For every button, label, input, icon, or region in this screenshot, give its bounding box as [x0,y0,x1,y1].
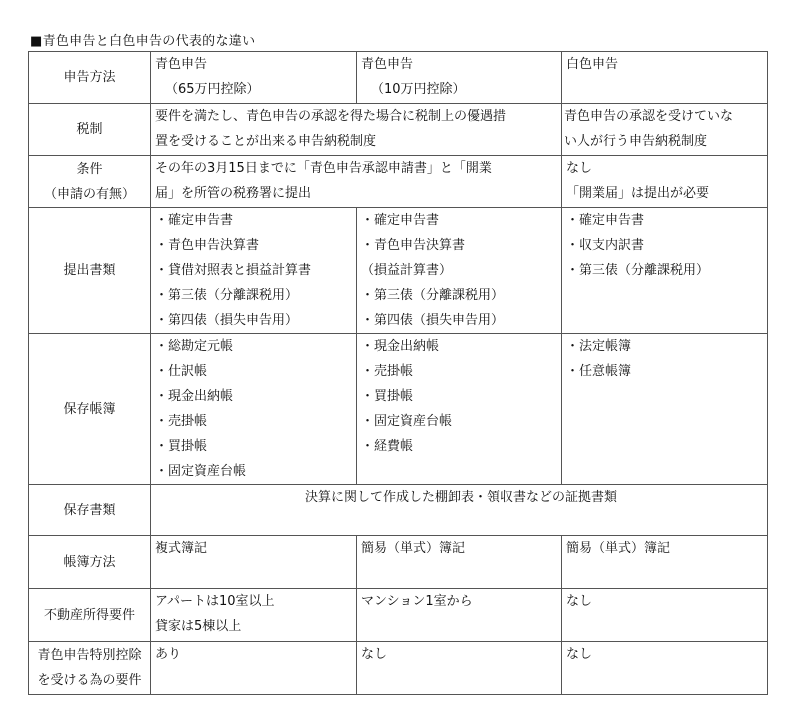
cell-line: 置を受けることが出来る申告納税制度 [155,134,377,149]
list-item: ・確定申告書 [566,213,645,228]
list-item: ・第四俵（損失申告用） [361,313,505,328]
cell-white-special-deduction: なし [562,642,768,695]
cell-line: 届」を所管の税務署に提出 [155,186,312,201]
list-item: ・売掛帳 [361,364,414,379]
list-item: ・固定資産台帳 [361,414,453,429]
page-title: ■青色申告と白色申告の代表的な違い [30,34,256,49]
cell-blue10-submit-docs [357,208,562,334]
list-item: ・第三俵（分離課税用） [566,263,710,278]
list-item: ・任意帳簿 [566,364,632,379]
row-books [29,334,768,485]
row-header-filing-method: 申告方法 [29,52,151,104]
cell-white-bookkeeping: 簡易（単式）簿記 [562,536,768,589]
cell-white-tax-system [562,104,768,156]
row-header-special-deduction [29,642,151,695]
row-header-line: を受ける為の要件 [37,673,142,688]
cell-line: 要件を満たし、青色申告の承認を得た場合に税制上の優遇措 [155,109,507,124]
list-item: ・売掛帳 [155,414,208,429]
cell-blue65-books [151,334,357,485]
cell-blue65-real-estate [151,589,357,642]
cell-line: 青色申告 [361,57,414,72]
cell-line: その年の3月15日までに「青色申告承認申請書」と「開業 [155,161,492,176]
cell-white-conditions [562,156,768,208]
cell-blue65-bookkeeping: 複式簿記 [151,536,357,589]
row-header-line: （申請の有無） [43,186,135,202]
row-filing-method [29,52,768,104]
cell-line: （65万円控除） [165,82,260,97]
row-conditions [29,156,768,208]
cell-stored-docs: 決算に関して作成した棚卸表・領収書などの証拠書類 [151,485,768,536]
cell-blue65-method [151,52,357,104]
list-item: ・貸借対照表と損益計算書 [155,263,312,278]
cell-white-method: 白色申告 [562,52,768,104]
cell-white-submit-docs [562,208,768,334]
row-real-estate [29,589,768,642]
cell-blue10-books [357,334,562,485]
list-item: ・青色申告決算書 [155,238,260,253]
row-header-submit-docs: 提出書類 [29,208,151,334]
cell-line: 「開業届」は提出が必要 [566,186,710,201]
cell-blue10-method [357,52,562,104]
row-header-conditions [29,156,151,208]
list-item: ・青色申告決算書 [361,238,466,253]
cell-white-real-estate: なし [562,589,768,642]
row-header-real-estate: 不動産所得要件 [29,589,151,642]
list-item: ・固定資産台帳 [155,464,247,479]
list-item: ・収支内訳書 [566,238,645,253]
row-submit-docs [29,208,768,334]
cell-line: （10万円控除） [371,82,466,97]
list-item: ・買掛帳 [155,439,208,454]
cell-white-books [562,334,768,485]
cell-line: い人が行う申告納税制度 [564,134,708,149]
cell-line: なし [566,161,593,176]
row-header-tax-system: 税制 [29,104,151,156]
row-header-stored-docs: 保存書類 [29,485,151,536]
list-item: ・現金出納帳 [361,339,440,354]
list-item: ・現金出納帳 [155,389,234,404]
list-item: ・第三俵（分離課税用） [155,288,299,303]
list-item: ・仕訳帳 [155,364,208,379]
cell-blue10-real-estate: マンション1室から [357,589,562,642]
row-header-bookkeeping: 帳簿方法 [29,536,151,589]
list-item: ・確定申告書 [361,213,440,228]
list-item: （損益計算書） [361,263,453,278]
row-tax-system [29,104,768,156]
row-special-deduction [29,642,768,695]
cell-blue10-special-deduction: なし [357,642,562,695]
list-item: ・経費帳 [361,439,414,454]
cell-blue65-submit-docs [151,208,357,334]
row-stored-docs [29,485,768,536]
list-item: ・総勘定元帳 [155,339,234,354]
list-item: ・法定帳簿 [566,339,632,354]
list-item: ・確定申告書 [155,213,234,228]
row-header-line: 条件 [76,161,103,177]
row-bookkeeping [29,536,768,589]
cell-blue-tax-system [151,104,562,156]
comparison-table [28,51,768,695]
list-item: ・第三俵（分離課税用） [361,288,505,303]
list-item: ・買掛帳 [361,389,414,404]
cell-blue10-bookkeeping: 簡易（単式）簿記 [357,536,562,589]
cell-line: アパートは10室以上 [155,594,275,609]
cell-line: 青色申告 [155,57,208,72]
cell-blue65-special-deduction: あり [151,642,357,695]
cell-blue-conditions [151,156,562,208]
row-header-line: 青色申告特別控除 [37,648,142,663]
cell-line: 貸家は5棟以上 [155,619,242,634]
cell-line: 青色申告の承認を受けていな [564,109,734,124]
list-item: ・第四俵（損失申告用） [155,313,299,328]
row-header-books: 保存帳簿 [29,334,151,485]
